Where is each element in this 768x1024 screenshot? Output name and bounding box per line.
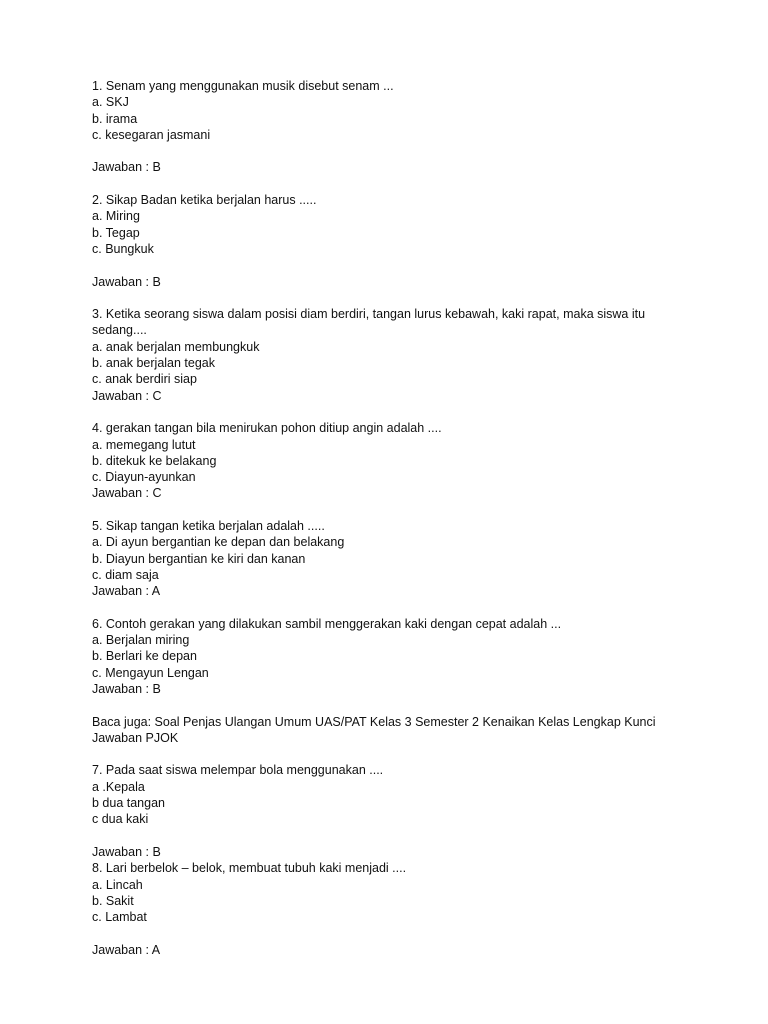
blank-line [92,925,732,941]
blank-line [92,176,732,192]
text-line: a. SKJ [92,95,129,110]
text-line: c. anak berdiri siap [92,372,197,387]
blank-line [92,828,732,844]
text-line: b. Diayun bergantian ke kiri dan kanan [92,551,306,566]
text-line: 5. Sikap tangan ketika berjalan adalah ..... [92,519,325,534]
text-line: Jawaban : B [92,274,161,289]
blank-line [92,290,732,306]
blank-line [92,502,732,518]
text-line: 2. Sikap Badan ketika berjalan harus ..... [92,193,317,208]
document-body [92,78,732,958]
text-line: c. kesegaran jasmani [92,127,211,142]
text-line: b dua tangan [92,796,165,811]
text-line: a. Lincah [92,877,143,892]
text-line: a .Kepala [92,779,145,794]
text-line: a. memegang lutut [92,437,196,452]
text-line: 4. gerakan tangan bila menirukan pohon ditiup angin adalah .... [92,421,442,436]
text-line: sedang.... [92,323,147,338]
text-line: c dua kaki [92,812,149,827]
text-line: 6. Contoh gerakan yang dilakukan sambil menggerakan kaki dengan cepat adalah ... [92,616,562,631]
text-line: b. irama [92,111,138,126]
blank-line [92,404,732,420]
text-line: 7. Pada saat siswa melempar bola menggunakan .... [92,763,384,778]
text-line: Jawaban : B [92,160,161,175]
text-line: b. ditekuk ke belakang [92,453,217,468]
text-line: b. anak berjalan tegak [92,356,216,371]
blank-line [92,746,732,762]
text-line: a. anak berjalan membungkuk [92,339,260,354]
text-line: c. Lambat [92,910,147,925]
text-line: b. Sakit [92,893,134,908]
text-line: Jawaban : A [92,942,161,957]
text-line: a. Berjalan miring [92,633,190,648]
text-line: c. Diayun-ayunkan [92,470,196,485]
blank-line [92,143,732,159]
text-line: a. Di ayun bergantian ke depan dan belakang [92,535,345,550]
blank-line [92,257,732,273]
blank-line [92,697,732,713]
text-line: Jawaban PJOK [92,730,179,745]
text-line: Jawaban : B [92,681,161,696]
text-line: 1. Senam yang menggunakan musik disebut senam ... [92,79,394,93]
text-line: c. Bungkuk [92,241,154,256]
text-line: Jawaban : B [92,844,161,859]
text-line: c. Mengayun Lengan [92,665,209,680]
text-line: c. diam saja [92,567,159,582]
text-line: b. Berlari ke depan [92,649,197,664]
text-line: 8. Lari berbelok – belok, membuat tubuh kaki menjadi .... [92,861,407,876]
blank-line [92,600,732,616]
text-line: a. Miring [92,209,140,224]
text-line: Baca juga: Soal Penjas Ulangan Umum UAS/PAT Kelas 3 Semester 2 Kenaikan Kelas Lengkap Kunci [92,714,656,729]
text-line: Jawaban : C [92,486,162,501]
text-line: Jawaban : C [92,388,162,403]
text-line: 3. Ketika seorang siswa dalam posisi diam berdiri, tangan lurus kebawah, kaki rapat, maka siswa itu [92,307,646,322]
text-line: b. Tegap [92,225,140,240]
text-line: Jawaban : A [92,584,161,599]
